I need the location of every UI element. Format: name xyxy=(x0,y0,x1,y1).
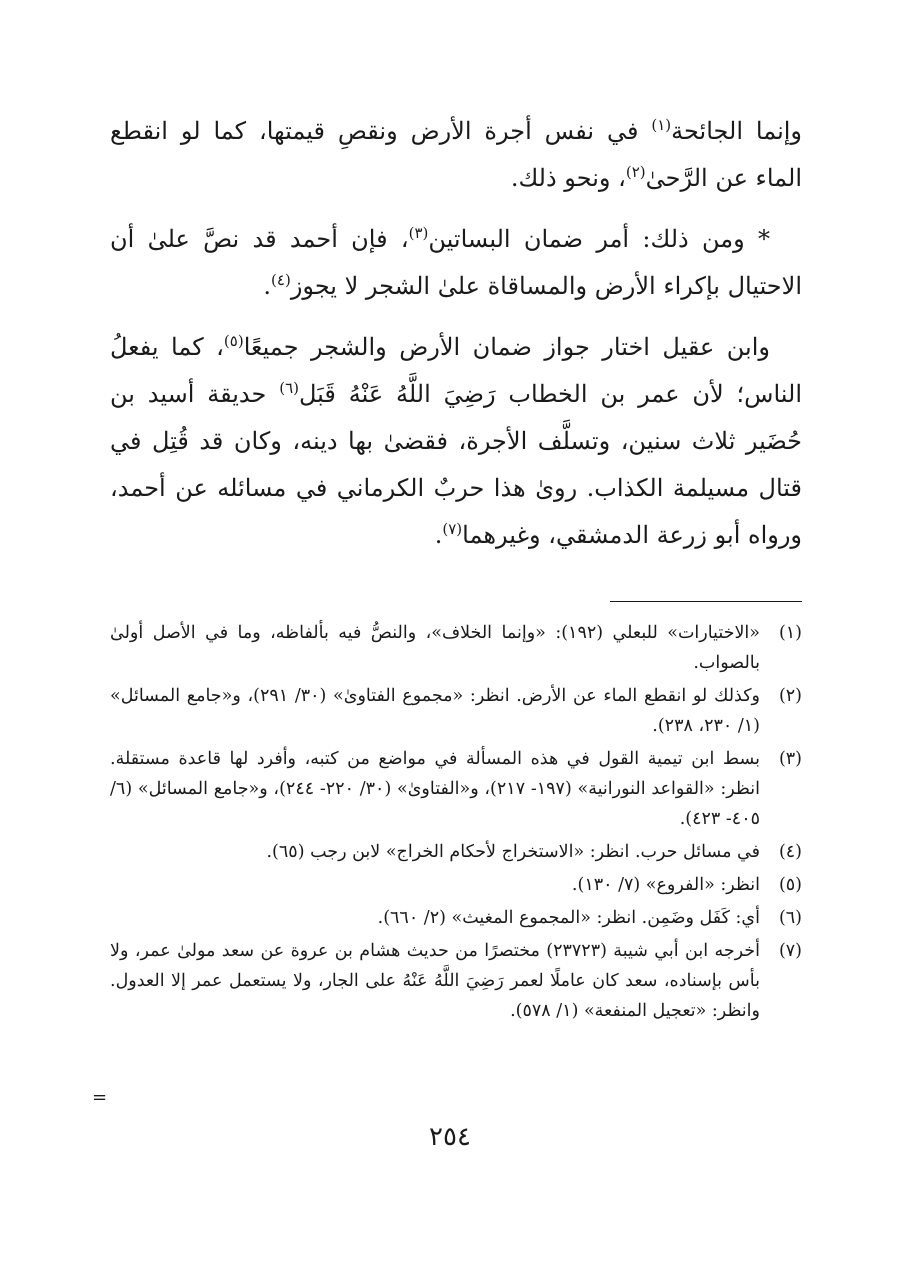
footnote-5 xyxy=(110,870,802,900)
paragraph-text: حديقة أسيد بن حُضَير ثلاث سنين، وتسلَّف الأجرة، فقضىٰ بها دينه، وكان قد قُتِل في قتال مسيلمة الكذاب. روىٰ هذا حربٌ الكرماني في مسائله عن أحمد، ورواه أبو زرعة الدمشقي، وغيرهما xyxy=(110,380,802,549)
footnote-ref-3[interactable]: (٣) xyxy=(408,224,429,242)
footnote-text: «الاختيارات» للبعلي (١٩٢): «وإنما الخلاف»، والنصُّ فيه بألفاظه، وما في الأصل أولىٰ بالصواب. xyxy=(110,623,760,673)
continuation-mark: = xyxy=(92,1087,108,1108)
footnote-ref-2[interactable]: (٢) xyxy=(625,163,646,181)
main-text xyxy=(110,108,802,573)
paragraph-text: ، كما يفعلُ الناس؛ لأن عمر بن الخطاب رَضِيَ اللَّهُ عَنْهُ قَبَل xyxy=(110,333,802,408)
footnote-ref-7[interactable]: (٧) xyxy=(442,520,463,538)
paragraph-text: . xyxy=(263,272,272,300)
paragraph-text: في نفس أجرة الأرض ونقصِ قيمتها، كما لو انقطع الماء عن الرَّحىٰ xyxy=(110,117,802,192)
paragraph-2 xyxy=(110,216,802,310)
paragraph-1 xyxy=(110,108,802,202)
footnotes xyxy=(110,618,802,1029)
paragraph-text: * ومن ذلك: أمر ضمان البساتين xyxy=(428,225,771,253)
footnote-2 xyxy=(110,681,802,741)
footnote-text: انظر: «الفروع» (٧/ ١٣٠). xyxy=(571,875,760,895)
footnote-text: أخرجه ابن أبي شيبة (٢٣٧٢٣) مختصرًا من حديث هشام بن عروة عن سعد مولىٰ عمر، ولا بأس بإسناده، سعد كان عاملًا لعمر رَضِيَ اللَّهُ عَنْهُ على الجار، ولا يستعمل عمر إلا العدول. وانظر: «تعجيل المنفعة» (١/ ٥٧٨). xyxy=(110,941,760,1021)
footnote-number: (٥) xyxy=(778,875,802,895)
footnote-number: (٤) xyxy=(778,842,802,862)
footnote-number: (٦) xyxy=(778,908,802,928)
page-number: ٢٥٤ xyxy=(429,1122,471,1152)
paragraph-text: وابن عقيل اختار جواز ضمان الأرض والشجر جميعًا xyxy=(243,333,770,361)
footnote-ref-4[interactable]: (٤) xyxy=(271,271,291,289)
footnote-text: بسط ابن تيمية القول في هذه المسألة في مواضع من كتبه، وأفرد لها قاعدة مستقلة. انظر: «القواعد النورانية» (١٩٧- ٢١٧)، و«الفتاوىٰ» (٣٠/ ٢٢٠- ٢٤٤)، و«جامع المسائل» (٦/ ٤٠٥- ٤٢٣). xyxy=(110,749,760,829)
footnote-number: (٧) xyxy=(778,941,802,961)
footnote-number: (٣) xyxy=(778,749,802,769)
footnote-text: أي: كَفَل وضَمِن. انظر: «المجموع المغيث» (٢/ ٦٦٠). xyxy=(377,908,760,928)
footnote-ref-5[interactable]: (٥) xyxy=(223,332,244,350)
footnote-7 xyxy=(110,936,802,1026)
footnote-ref-6[interactable]: (٦) xyxy=(279,379,299,397)
footnote-4 xyxy=(110,837,802,867)
paragraph-text: ، ونحو ذلك. xyxy=(510,164,626,192)
footnote-1 xyxy=(110,618,802,678)
footnote-number: (١) xyxy=(778,623,802,643)
paragraph-text: . xyxy=(434,521,443,549)
paragraph-text: ، فإن أحمد قد نصَّ علىٰ أن الاحتيال بإكراء الأرض والمساقاة علىٰ الشجر لا يجوز xyxy=(110,225,802,300)
footnote-6 xyxy=(110,903,802,933)
footnote-ref-1[interactable]: (١) xyxy=(651,116,672,134)
footnote-text: وكذلك لو انقطع الماء عن الأرض. انظر: «مجموع الفتاوىٰ» (٣٠/ ٢٩١)، و«جامع المسائل» (١/ ٢٣٠، ٢٣٨). xyxy=(110,686,760,736)
footnote-3 xyxy=(110,744,802,834)
footnote-divider xyxy=(610,601,802,602)
paragraph-text: وإنما الجائحة xyxy=(671,117,803,145)
footnote-number: (٢) xyxy=(778,686,802,706)
footnote-text: في مسائل حرب. انظر: «الاستخراج لأحكام الخراج» لابن رجب (٦٥). xyxy=(266,842,760,862)
paragraph-3 xyxy=(110,324,802,559)
